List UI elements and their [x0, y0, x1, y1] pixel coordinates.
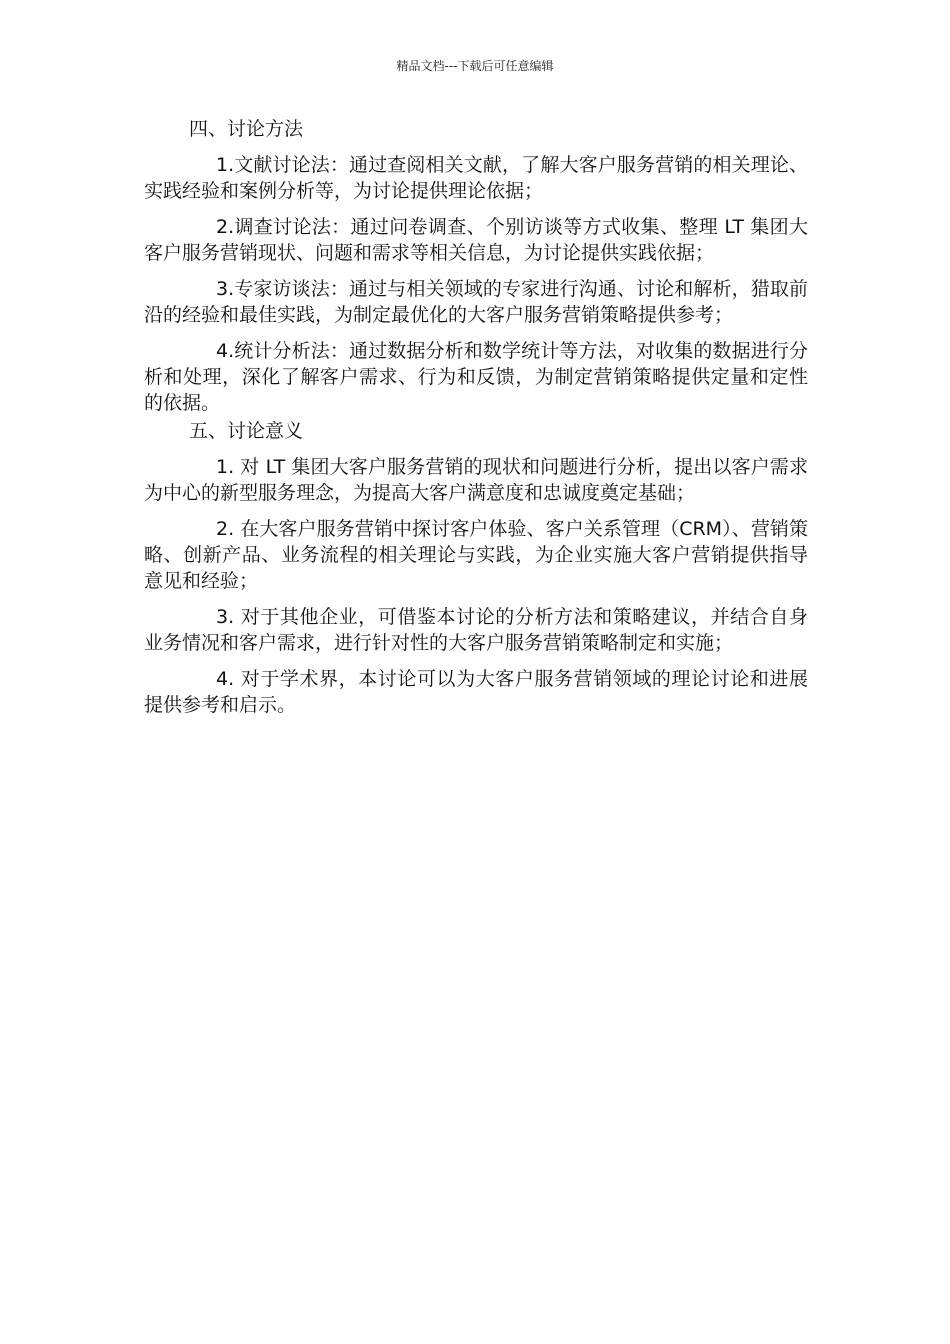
section-heading: 四、讨论方法	[189, 118, 304, 140]
section-significance	[144, 416, 808, 718]
paragraph: 2.调查讨论法：通过问卷调查、个别访谈等方式收集、整理 LT 集团大客户服务营销现状、问题和需求等相关信息，为讨论提供实践依据；	[144, 216, 808, 264]
document-body	[144, 114, 808, 718]
paragraph: 1. 对 LT 集团大客户服务营销的现状和问题进行分析，提出以客户需求为中心的新型服务理念，为提高大客户满意度和忠诚度奠定基础；	[144, 456, 808, 504]
page-header: 精品文档---下载后可任意编辑	[396, 59, 554, 73]
paragraph: 4. 对于学术界，本讨论可以为大客户服务营销领域的理论讨论和进展提供参考和启示。	[144, 668, 808, 716]
paragraph: 1.文献讨论法：通过查阅相关文献，了解大客户服务营销的相关理论、实践经验和案例分析等，为讨论提供理论依据；	[144, 154, 808, 202]
paragraph: 2. 在大客户服务营销中探讨客户体验、客户关系管理（CRM）、营销策略、创新产品、业务流程的相关理论与实践，为企业实施大客户营销提供指导意见和经验；	[144, 518, 808, 592]
paragraph: 3.专家访谈法：通过与相关领域的专家进行沟通、讨论和解析，猎取前沿的经验和最佳实践，为制定最优化的大客户服务营销策略提供参考；	[144, 278, 808, 326]
section-methods	[144, 114, 808, 416]
paragraph: 4.统计分析法：通过数据分析和数学统计等方法，对收集的数据进行分析和处理，深化了解客户需求、行为和反馈，为制定营销策略提供定量和定性的依据。	[144, 340, 808, 414]
paragraph: 3. 对于其他企业，可借鉴本讨论的分析方法和策略建议，并结合自身业务情况和客户需求，进行针对性的大客户服务营销策略制定和实施；	[144, 606, 808, 654]
section-heading: 五、讨论意义	[189, 420, 304, 442]
